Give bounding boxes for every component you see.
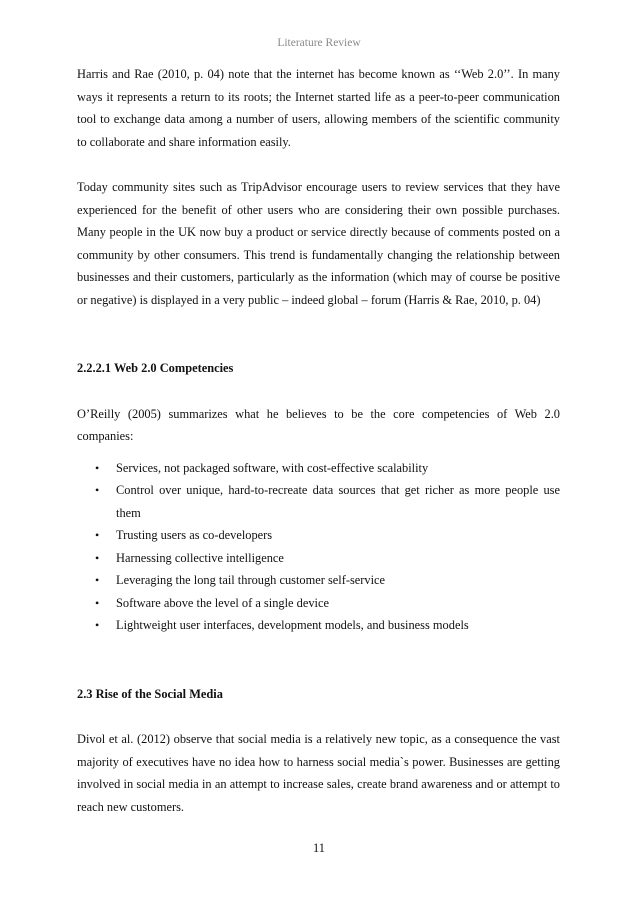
competencies-list	[77, 457, 560, 637]
paragraph-divol: Divol et al. (2012) observe that social media is a relatively new topic, as a consequence the vast majority of executives have no idea how to harness social media`s power. Businesses are getting involved in social media in an attempt to increase sales, create brand awareness and or attempt to reach new customers.	[77, 732, 560, 814]
paragraph-web20-intro: Harris and Rae (2010, p. 04) note that the internet has become known as ‘‘Web 2.0’’. In many ways it represents a return to its roots; the Internet started life as a peer-to-peer communication tool to exchange data among a number of users, allowing members of the scientific community to collaborate and share information easily.	[77, 67, 560, 149]
bullet-icon: •	[95, 618, 100, 632]
list-item: • Control over unique, hard-to-recreate data sources that get richer as more people use them	[77, 479, 560, 524]
page-number: 11	[313, 841, 325, 855]
bullet-icon: •	[95, 460, 100, 475]
bullet-icon: •	[95, 573, 100, 587]
paragraph-community-sites: Today community sites such as TripAdvisor encourage users to review services that they have experienced for the benefit of other users who are considering their own possible purchases. Many people in the UK now buy a product or service directly because of comments posted on a community by other consumers. This trend is fundamentally changing the relationship between businesses and their customers, particularly as the information (which may of course be positive or negative) is displayed in a very public – indeed global – forum (Harris & Rae, 2010, p. 04)	[77, 180, 560, 307]
list-item: • Software above the level of a single device	[77, 592, 560, 615]
list-item: • Harnessing collective intelligence	[77, 547, 560, 570]
page-content	[77, 63, 560, 818]
bullet-icon: •	[95, 595, 100, 610]
paragraph-oreilly: O’Reilly (2005) summarizes what he believes to be the core competencies of Web 2.0 companies:	[77, 406, 560, 443]
bullet-icon: •	[95, 550, 100, 565]
heading-web20-competencies: 2.2.2.1 Web 2.0 Competencies	[77, 361, 234, 375]
running-header: Literature Review	[277, 37, 361, 49]
list-item: • Lightweight user interfaces, development models, and business models	[77, 614, 560, 637]
list-item: • Trusting users as co-developers	[77, 524, 560, 547]
bullet-icon: •	[95, 483, 100, 497]
list-item: • Leveraging the long tail through customer self-service	[77, 569, 560, 592]
bullet-icon: •	[95, 528, 100, 542]
heading-rise-of-social-media: 2.3 Rise of the Social Media	[77, 686, 223, 701]
list-item: • Services, not packaged software, with cost-effective scalability	[77, 457, 560, 480]
